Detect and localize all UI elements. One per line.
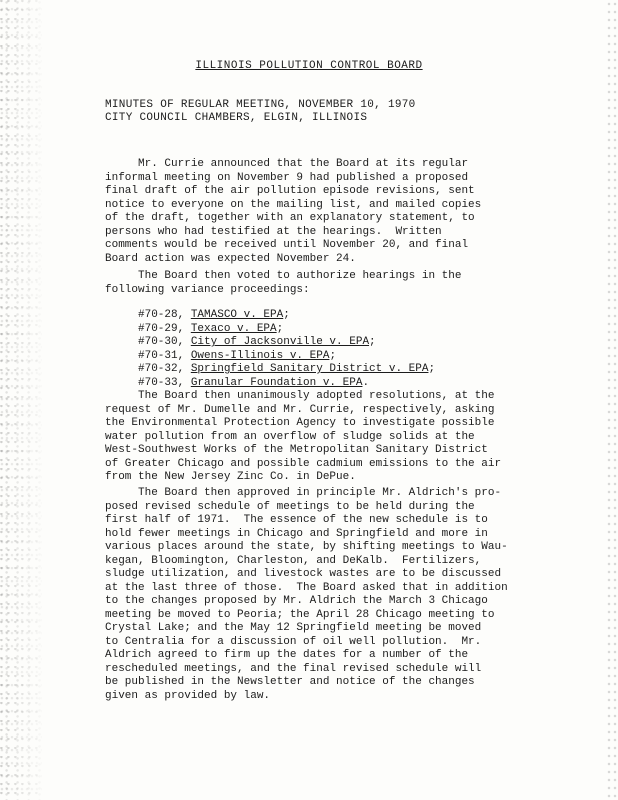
case-name: Owens-Illinois v. EPA	[190, 349, 330, 362]
case-suffix: ;	[369, 336, 376, 348]
paragraph-hearings: The Board then voted to authorize hearings in the following variance proceedings:	[105, 270, 462, 296]
case-name: Springfield Sanitary District v. EPA	[190, 363, 429, 375]
paragraph-meeting-schedule: The Board then approved in principle Mr. Aldrich's pro- posed revised schedule of meetings to be held during the first half of 1971. The essence of the new schedule is to hold fewer meetings in Chicago and Springfield and more in various places around the state, by shifting meetings to Wau- kegan, Bloomington, Charleston, and DeKalb. Fertilizers, sludge utilization, and livestock wastes are to be discussed at the last three of those. The Board asked that in addition to the changes proposed by Mr. Aldrich the March 3 Chicago meeting be moved to Peoria; the April 28 Chicago meeting to Crystal Lake; and the May 12 Springfield meeting be moved to Centralia for a discussion of oil well pollution. Mr. Aldrich agreed to firm up the dates for a number of the rescheduled meetings, and the final revised schedule will be published in the Newsletter and notice of the changes given as provided by law.	[105, 487, 508, 702]
case-number: #70-29,	[138, 322, 191, 335]
scan-speckle-right	[606, 0, 618, 800]
list-item	[138, 363, 435, 377]
case-suffix: ;	[283, 309, 290, 321]
case-suffix: ;	[428, 363, 436, 375]
meeting-header-line-2: CITY COUNCIL CHAMBERS, ELGIN, ILLINOIS	[105, 112, 368, 124]
case-name: City of Jacksonville v. EPA	[190, 336, 370, 348]
paragraph-episode-revisions: Mr. Currie announced that the Board at its regular informal meeting on November 9 had published a proposed final draft of the air pollution episode revisions, sent notice to everyone on the mailing list, and mailed copies of the draft, together with an explanatory statement, to persons who had testified at the hearings. Written comments would be received until November 20, and final Board action was expected November 24.	[105, 158, 482, 265]
case-number: #70-30,	[138, 336, 191, 348]
scan-speckle-left	[0, 0, 42, 800]
case-suffix: .	[362, 376, 370, 389]
paragraph-resolutions: The Board then unanimously adopted resolutions, at the request of Mr. Dumelle and Mr. Currie, respectively, asking the Environmental Protection Agency to investigate possible water pollution from an overflow of sludge solids at the West-Southwest Works of the Metropolitan Sanitary District of Greater Chicago and possible cadmium emissions to the air from the New Jersey Zinc Co. in DePue.	[105, 390, 502, 483]
case-number: #70-31,	[138, 349, 191, 362]
case-number: #70-33,	[138, 376, 191, 389]
document-title: ILLINOIS POLLUTION CONTROL BOARD	[195, 60, 423, 72]
case-suffix: ;	[276, 322, 284, 335]
case-number: #70-32,	[138, 363, 191, 375]
case-suffix: ;	[329, 349, 337, 362]
list-item	[138, 377, 435, 391]
case-name: TAMASCO v. EPA	[190, 309, 284, 321]
case-number: #70-28,	[138, 309, 191, 321]
meeting-header-line-1: MINUTES OF REGULAR MEETING, NOVEMBER 10, 1970	[105, 99, 416, 111]
list-item	[138, 336, 435, 350]
case-name: Granular Foundation v. EPA	[190, 376, 363, 389]
case-name: Texaco v. EPA	[190, 322, 277, 335]
variance-list	[138, 309, 435, 390]
list-item	[138, 309, 435, 323]
list-item	[138, 350, 435, 364]
list-item	[138, 323, 435, 337]
